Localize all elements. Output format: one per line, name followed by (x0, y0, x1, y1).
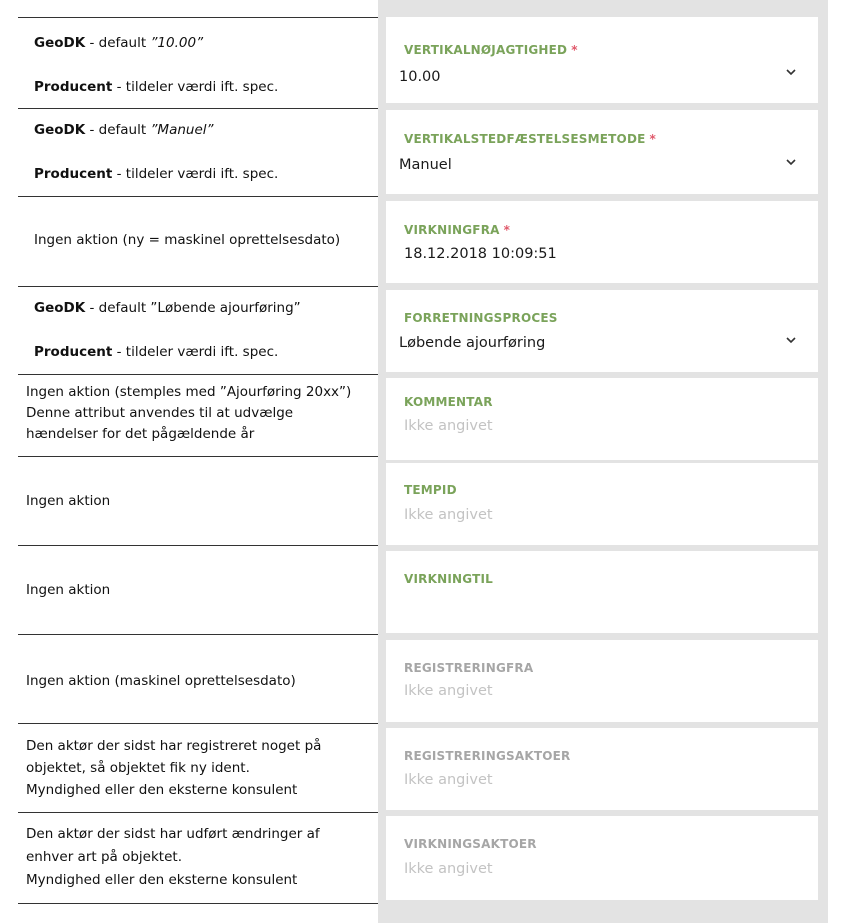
field-label: TEMPID (404, 483, 457, 497)
description-line: Denne attribut anvendes til at udvælge (26, 405, 294, 421)
virkningsaktoer-field (386, 816, 818, 900)
description-line: Den aktør der sidst har registreret noget på (26, 738, 322, 754)
description-line: Ingen aktion (ny = maskinel oprettelsesdato) (34, 232, 341, 248)
vertikalstedfaestelsesmetode-select[interactable] (386, 110, 818, 194)
vertikalnoejagtighed-select[interactable] (386, 17, 818, 103)
field-label: KOMMENTAR (404, 395, 493, 409)
description-line: Ingen aktion (stemples med ”Ajourføring 20xx”) (26, 384, 352, 400)
description-line: objektet, så objektet fik ny ident. (26, 760, 250, 776)
field-placeholder: Ikke angivet (404, 861, 493, 877)
description-line: Ingen aktion (26, 493, 111, 509)
description-line: GeoDK - default ”Manuel” (34, 122, 214, 138)
description-row (18, 197, 382, 287)
description-line: Producent - tildeler værdi ift. spec. (34, 166, 279, 182)
required-marker: * (503, 223, 511, 237)
description-line: Producent - tildeler værdi ift. spec. (34, 344, 279, 360)
chevron-down-icon[interactable] (786, 157, 796, 167)
field-placeholder: Ikke angivet (404, 683, 493, 699)
chevron-down-icon[interactable] (786, 335, 796, 345)
required-marker: * (649, 132, 656, 146)
field-placeholder: Ikke angivet (404, 507, 493, 523)
field-value: Løbende ajourføring (399, 335, 546, 351)
field-label: VIRKNINGTIL (404, 572, 493, 586)
description-line: Ingen aktion (maskinel oprettelsesdato) (26, 673, 296, 689)
required-marker: * (571, 43, 578, 57)
description-row (18, 724, 382, 813)
forretningsproces-select[interactable] (386, 290, 818, 372)
description-line: Den aktør der sidst har udført ændringer af (26, 826, 320, 842)
description-line: Myndighed eller den eksterne konsulent (26, 782, 298, 798)
description-line: Myndighed eller den eksterne konsulent (26, 872, 298, 888)
description-row (18, 17, 382, 109)
field-placeholder: Ikke angivet (404, 418, 493, 434)
description-row (18, 635, 382, 724)
kommentar-field[interactable] (386, 378, 818, 460)
description-line: GeoDK - default ”Løbende ajourføring” (34, 300, 301, 316)
field-label: VERTIKALNØJAGTIGHED * (404, 43, 578, 57)
description-row (18, 375, 382, 457)
description-line: GeoDK - default ”10.00” (34, 35, 204, 51)
description-row (18, 109, 382, 197)
description-row (18, 813, 382, 904)
description-line: Ingen aktion (26, 582, 111, 598)
field-label: FORRETNINGSPROCES (404, 311, 558, 325)
registreringsaktoer-field (386, 728, 818, 810)
field-label: VERTIKALSTEDFÆSTELSESMETODE * (404, 132, 656, 146)
field-label: VIRKNINGSAKTOER (404, 837, 537, 851)
virkningfra-field[interactable] (386, 201, 818, 283)
tempid-field[interactable] (386, 463, 818, 545)
field-placeholder: Ikke angivet (404, 772, 493, 788)
description-row (18, 546, 382, 635)
description-line: Producent - tildeler værdi ift. spec. (34, 79, 279, 95)
field-label: REGISTRERINGSAKTOER (404, 749, 571, 763)
field-label: REGISTRERINGFRA (404, 661, 534, 675)
description-row (18, 287, 382, 375)
field-label: VIRKNINGFRA * (404, 223, 511, 237)
field-value: 10.00 (399, 69, 441, 85)
registreringfra-field (386, 640, 818, 722)
virkningtil-field[interactable] (386, 551, 818, 633)
description-row (18, 457, 382, 546)
field-value: Manuel (399, 157, 452, 173)
field-value: 18.12.2018 10:09:51 (404, 246, 557, 262)
chevron-down-icon[interactable] (786, 67, 796, 77)
description-line: enhver art på objektet. (26, 849, 182, 865)
form-panel (378, 0, 828, 923)
description-column (18, 0, 382, 923)
description-line: hændelser for det pågældende år (26, 426, 255, 442)
